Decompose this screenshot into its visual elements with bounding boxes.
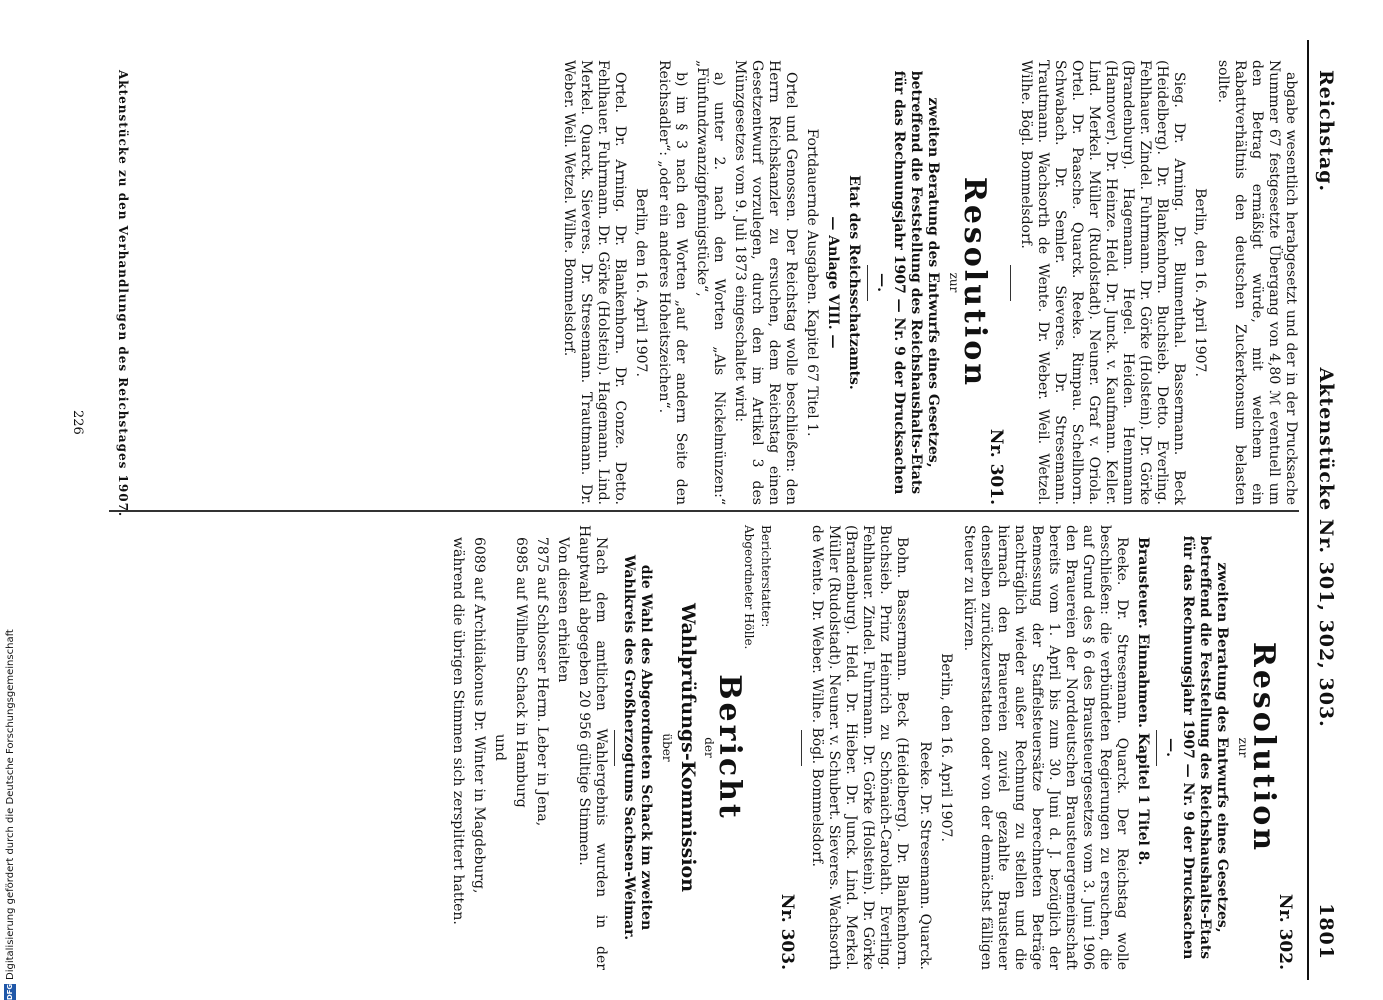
divider-rule xyxy=(801,730,802,766)
brausteuer-heading: Brausteuer. Einnahmen. Kapitel 1 Titel 8. xyxy=(1135,537,1151,866)
column-nr-302-303 xyxy=(79,525,1299,970)
result-end: während die übrigen Stimmen sich zersplittert hatten. xyxy=(450,537,466,925)
result-of: Von diesen erhielten xyxy=(555,537,571,683)
date-3: Berlin, den 16. April 1907. xyxy=(938,653,954,842)
fortdauernde-heading: Fortdauernde Ausgaben. Kapitel 67 Titel 1. xyxy=(804,128,820,437)
header-page-number: 1801 xyxy=(1315,903,1337,960)
anlage-heading: — Anlage VIII. — xyxy=(825,216,841,349)
etat-heading: Etat des Reichsschatzamts. xyxy=(846,175,862,390)
signatories-1: Sieg. Dr. Arning. Dr. Blumenthal. Bassermann. Beck (Heidelberg). Dr. Blankenhorn. Buchsieb. Detto. Everling. Fehlhauer. Zindel. Fuhrmann. Dr. Görke (Holstein). Dr. Görke (Brandenburg). Hagemann. Hegel. Heiden. Hennmann (Hannover). Dr. Heinze. Held. Dr. Junck. v. Kaufmann. Keller. Lind. Merkel. Müller (Rudolstadt). Neuner. Graf v. Oriola. Ortel. Dr. Paasche. Quarck. Reeke. Rimpau. Schellhorn. Schwabach. Dr. Semler. Sieveres. Dr. Stresemann. Trautmann. Wachsorth de Wente. Dr. Weber. Weil. Wetzel. Wilhe. Bögl. Bommelsdorf. xyxy=(1018,60,1187,505)
divider-rule xyxy=(867,265,868,301)
reporter-name: Abgeordneter Hölle. xyxy=(742,525,756,650)
result-und: und xyxy=(492,734,508,761)
dfg-credit-text: Digitalisierung gefördert durch die Deutsche Forschungsgemeinschaft xyxy=(4,629,16,980)
column-nr-301 xyxy=(79,60,1299,505)
zur-2: zur xyxy=(1236,737,1250,758)
body-301: Ortel und Genossen. Der Reichstag wolle beschließen: den Herrn Reichskanzler zu ersuchen, dem Reichstag einen Gesetzentwurf vorzulegen, durch den im Artikel 3 des Münzgesetzes vom 9. Juli 1873 eingeschaltet wird: xyxy=(732,60,799,505)
signatories-3: Bohn. Bassermann. Beck (Heidelberg). Dr. Blankenhorn. Buchsieb. Prinz Heinrich zu Schönaich-Carolath. Everling. Fehlhauer. Zindel. Fuhrmann. Dr. Görke (Holstein). Dr. Görke (Brandenburg). Held. Dr. Hieber. Dr. Junck. Lind. Merkel. Müller (Rudolstadt). Neuner. v. Schubert. Sieveres. Wachsorth de Wente. Dr. Weber. Wilhe. Bögl. Bommelsdorf. xyxy=(809,525,910,970)
result-2: 6985 auf Wilhelm Schack in Hamburg xyxy=(513,537,529,808)
zur-1: zur xyxy=(947,272,961,293)
bericht-title: Bericht xyxy=(712,674,747,821)
date-2: Berlin, den 16. April 1907. xyxy=(633,188,649,377)
intro-paragraph: abgabe wesentlich herabgesetzt und der in der Drucksache Nummer 67 festgesetzte Übergang von 4,80 ℳ eventuell um den Betrag ermäßigt würde, mit welchem ein Rabattverhältnis den deutschen Zuckerkonsum belasten sollte. xyxy=(1215,60,1299,505)
subject-2: zweiten Beratung des Entwurfs eines Gesetzes, betreffend die Feststellung des Reichshaushalts-Etats für das Rechnungsjahr 1907 — Nr. 9 der Drucksachen —. xyxy=(1163,535,1230,960)
header-left: Reichstag. xyxy=(1315,70,1337,193)
result-3: 6089 auf Archidiakonus Dr. Winter in Magdeburg, xyxy=(471,537,487,894)
rotated-page xyxy=(55,40,1355,980)
ueber-label: über xyxy=(660,733,674,762)
signatories-3-head: Reeke. Dr. Stresemann. Quarck. xyxy=(917,741,933,970)
item-a: a) unter 2. nach den Worten „Als Nickelmünzen:“ „Fünfundzwanzigpfennigstücke“, xyxy=(694,60,727,505)
resolution-title-1: Resolution xyxy=(957,176,992,389)
heading-nr-303: Nr. 303. xyxy=(777,893,797,970)
dfg-credit xyxy=(4,629,16,1000)
der-label: der xyxy=(702,737,716,758)
body-302: Reeke. Dr. Stresemann. Quarck. Der Reichstag wolle beschließen: die verbündeten Regierungen zu ersuchen, die auf Grund des § 6 des Brausteuergesetzes vom 3. Juni 1906 den Brauereien der Norddeutschen Brausteuergemeinschaft bereits vom 1. April bis zum 30. Juni d. J. bezüglich der Bemessung der Staffelsteuersätze berechneten Beträge nachträglich wieder außer Rechnung zu stellen und die hiernach den Brauereien zuviel gezahlte Brausteuer denselben zurückzuerstatten oder von der demnächst fälligen Steuer zu kürzen. xyxy=(961,525,1130,970)
column-divider xyxy=(109,510,1299,512)
resolution-title-2: Resolution xyxy=(1246,641,1281,854)
signatories-2: Ortel. Dr. Arning. Dr. Blankenhorn. Dr. Conze. Detto. Fehlhauer. Fuhrmann. Dr. Görke (Holstein). Hagemann. Lind. Merkel. Quarck. Sieveres. Dr. Stresemann. Trautmann. Dr. Weber. Weil. Wetzel. Wilhe. Bommelsdorf. xyxy=(561,60,628,505)
heading-nr-301: Nr. 301. xyxy=(986,428,1006,505)
result-intro: Nach dem amtlichen Wahlergebnis wurden in der Hauptwahl abgegeben 20 956 gültige Stimmen. xyxy=(576,525,609,970)
divider-rule xyxy=(1156,730,1157,766)
subject-1: zweiten Beratung des Entwurfs eines Gesetzes, betreffend die Feststellung des Reichshaushalts-Etats für das Rechnungsjahr 1907 — Nr. 9 der Drucksachen —. xyxy=(874,70,941,495)
dfg-logo-icon: DFG xyxy=(6,983,14,1000)
date-1: Berlin, den 16. April 1907. xyxy=(1192,188,1208,377)
commission-title: Wahlprüfungs-Kommission xyxy=(677,602,699,893)
result-1: 7875 auf Schlosser Herm. Leber in Jena, xyxy=(534,537,550,827)
subject-3: die Wahl des Abgeordneten Schack im zweiten Wahlkreis des Großherzogtums Sachsen-Weimar. xyxy=(621,554,654,941)
reporter-label: Berichterstatter: xyxy=(759,525,773,628)
running-header xyxy=(1307,40,1355,980)
heading-nr-302: Nr. 302. xyxy=(1275,893,1295,970)
item-b: b) im § 3 nach den Worten „auf der andern Seite den Reichsadler“: „oder ein anderes Hoheitszeichen“. xyxy=(656,60,689,505)
page-footer: Aktenstücke zu den Verhandlungen des Reichstages 1907. xyxy=(116,70,130,518)
divider-rule xyxy=(614,730,615,766)
header-center: Aktenstücke Nr. 301, 302, 303. xyxy=(1315,367,1337,728)
divider-rule xyxy=(1010,265,1011,301)
footer-page-number: 226 xyxy=(70,410,85,435)
